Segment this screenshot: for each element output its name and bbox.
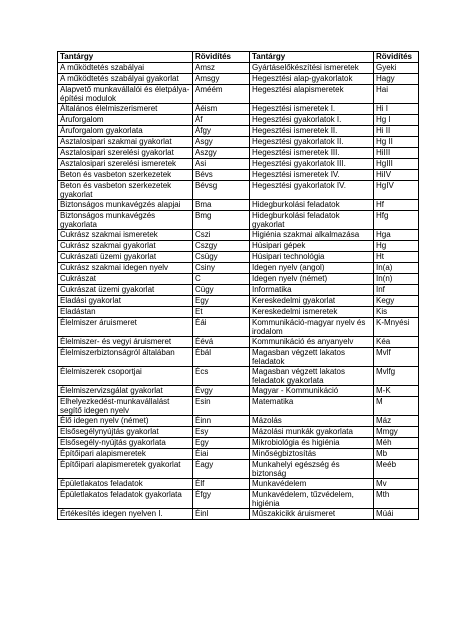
cell-abbrev-right: Hi I: [374, 104, 419, 115]
cell-abbrev-right: Mmgy: [374, 427, 419, 438]
cell-abbrev-right: Hai: [374, 85, 419, 104]
cell-subject-right: Hegesztési gyakorlatok I.: [250, 115, 374, 126]
cell-abbrev-right: Kis: [374, 307, 419, 318]
cell-abbrev-left: Asi: [193, 159, 250, 170]
cell-abbrev-right: Mv: [374, 479, 419, 490]
table-row: [58, 307, 419, 318]
table-row: [58, 296, 419, 307]
table-row: [58, 115, 419, 126]
cell-subject-left: Beton és vasbeton szerkezetek gyakorlat: [58, 181, 193, 200]
cell-abbrev-right: Mth: [374, 490, 419, 509]
header-abbrev-left: Rövidítés: [193, 52, 250, 63]
table-row: [58, 148, 419, 159]
cell-subject-left: Biztonságos munkavégzés alapjai: [58, 200, 193, 211]
table-row: [58, 63, 419, 74]
table-row: [58, 85, 419, 104]
table-row: [58, 318, 419, 337]
table-row: [58, 230, 419, 241]
cell-abbrev-left: Egy: [193, 296, 250, 307]
cell-abbrev-right: Hf: [374, 200, 419, 211]
cell-abbrev-left: Élf: [193, 479, 250, 490]
cell-subject-right: Idegen nyelv (angol): [250, 263, 374, 274]
cell-subject-right: Munkavédelem, tűzvédelem, higiénia: [250, 490, 374, 509]
cell-abbrev-left: Ébál: [193, 348, 250, 367]
cell-subject-right: Hegesztési gyakorlatok III.: [250, 159, 374, 170]
cell-abbrev-left: Éinl: [193, 509, 250, 520]
cell-abbrev-left: Éái: [193, 318, 250, 337]
cell-subject-left: Elsősegélynyújtás gyakorlat: [58, 427, 193, 438]
table-row: [58, 285, 419, 296]
table-row: [58, 460, 419, 479]
table-header-row: [58, 52, 419, 63]
cell-abbrev-left: Amsgy: [193, 74, 250, 85]
cell-abbrev-right: Méh: [374, 438, 419, 449]
cell-subject-right: Higiénia szakmai alkalmazása: [250, 230, 374, 241]
cell-abbrev-left: Évgy: [193, 386, 250, 397]
cell-abbrev-left: Aszgy: [193, 148, 250, 159]
cell-abbrev-left: Éinn: [193, 416, 250, 427]
cell-subject-left: Beton és vasbeton szerkezetek: [58, 170, 193, 181]
table-row: [58, 416, 419, 427]
cell-subject-right: Minőségbiztosítás: [250, 449, 374, 460]
table-row: [58, 263, 419, 274]
cell-subject-left: Általános élelmiszerismeret: [58, 104, 193, 115]
cell-subject-right: Magasban végzett lakatos feladatok: [250, 348, 374, 367]
cell-abbrev-right: Kéa: [374, 337, 419, 348]
cell-abbrev-right: Máz: [374, 416, 419, 427]
cell-subject-left: A működtetés szabályai gyakorlat: [58, 74, 193, 85]
cell-subject-left: Cukrászat üzemi gyakorlat: [58, 285, 193, 296]
cell-abbrev-left: Éfgy: [193, 490, 250, 509]
cell-abbrev-left: Et: [193, 307, 250, 318]
cell-abbrev-right: In(n): [374, 274, 419, 285]
cell-subject-right: Hegesztési ismeretek III.: [250, 148, 374, 159]
cell-subject-left: Élelmiszerbiztonságról általában: [58, 348, 193, 367]
cell-subject-left: Építőipari alapismeretek gyakorlat: [58, 460, 193, 479]
cell-abbrev-right: Hg II: [374, 137, 419, 148]
cell-subject-right: Mázolási munkák gyakorlata: [250, 427, 374, 438]
cell-subject-left: A működtetés szabályai: [58, 63, 193, 74]
table-row: [58, 438, 419, 449]
cell-abbrev-left: Bévsg: [193, 181, 250, 200]
cell-subject-right: Gyártáselőkészítési ismeretek: [250, 63, 374, 74]
table-row: [58, 427, 419, 438]
header-abbrev-right: Rövidítés: [374, 52, 419, 63]
table-row: [58, 367, 419, 386]
abbreviation-table: [57, 51, 419, 520]
cell-subject-right: Kereskedelmi ismeretek: [250, 307, 374, 318]
cell-abbrev-right: Hg I: [374, 115, 419, 126]
cell-subject-right: Idegen nyelv (német): [250, 274, 374, 285]
cell-subject-left: Elsősegély-nyújtás gyakorlata: [58, 438, 193, 449]
cell-abbrev-right: HiIV: [374, 170, 419, 181]
cell-abbrev-left: Éagy: [193, 460, 250, 479]
cell-subject-right: Munkahelyi egészség és biztonság: [250, 460, 374, 479]
table-row: [58, 348, 419, 367]
cell-abbrev-right: Hfg: [374, 211, 419, 230]
cell-subject-right: Hegesztési gyakorlatok II.: [250, 137, 374, 148]
cell-abbrev-right: Inf: [374, 285, 419, 296]
cell-subject-right: Hidegburkolási feladatok gyakorlat: [250, 211, 374, 230]
cell-subject-left: Elhelyezkedést-munkavállalást segítő idegen nyelv: [58, 397, 193, 416]
cell-subject-left: Asztalosipari szakmai gyakorlat: [58, 137, 193, 148]
cell-abbrev-right: Ht: [374, 252, 419, 263]
cell-subject-left: Eladási gyakorlat: [58, 296, 193, 307]
cell-subject-right: Kommunikáció és anyanyelv: [250, 337, 374, 348]
cell-subject-right: Munkavédelem: [250, 479, 374, 490]
cell-subject-left: Biztonságos munkavégzés gyakorlata: [58, 211, 193, 230]
cell-abbrev-left: Csiny: [193, 263, 250, 274]
cell-subject-left: Asztalosipari szerelési ismeretek: [58, 159, 193, 170]
cell-abbrev-right: Meéb: [374, 460, 419, 479]
table-row: [58, 274, 419, 285]
cell-abbrev-right: Hagy: [374, 74, 419, 85]
cell-subject-right: Magyar - Kommunikáció: [250, 386, 374, 397]
cell-subject-right: Informatika: [250, 285, 374, 296]
cell-abbrev-left: Cszgy: [193, 241, 250, 252]
table-row: [58, 241, 419, 252]
cell-subject-left: Eladástan: [58, 307, 193, 318]
cell-subject-right: Húsipari technológia: [250, 252, 374, 263]
cell-subject-right: Hegesztési ismeretek I.: [250, 104, 374, 115]
table-row: [58, 181, 419, 200]
cell-abbrev-right: M: [374, 397, 419, 416]
table-row: [58, 490, 419, 509]
cell-abbrev-right: HgIV: [374, 181, 419, 200]
table-row: [58, 211, 419, 230]
cell-subject-left: Cukrász szakmai idegen nyelv: [58, 263, 193, 274]
cell-subject-left: Élelmiszer áruismeret: [58, 318, 193, 337]
table-row: [58, 337, 419, 348]
cell-abbrev-left: Amsz: [193, 63, 250, 74]
table-row: [58, 74, 419, 85]
cell-abbrev-right: Múái: [374, 509, 419, 520]
table-row: [58, 137, 419, 148]
cell-abbrev-right: Mb: [374, 449, 419, 460]
cell-subject-left: Áruforgalom gyakorlata: [58, 126, 193, 137]
header-subject-left: Tantárgy: [58, 52, 193, 63]
cell-subject-left: Alapvető munkavállalói és életpálya-építési modulok: [58, 85, 193, 104]
cell-abbrev-right: M-K: [374, 386, 419, 397]
cell-abbrev-right: Hi II: [374, 126, 419, 137]
cell-abbrev-left: Éévá: [193, 337, 250, 348]
table-row: [58, 479, 419, 490]
cell-subject-left: Épületlakatos feladatok: [58, 479, 193, 490]
cell-abbrev-right: Gyeki: [374, 63, 419, 74]
cell-subject-right: Műszakicikk áruismeret: [250, 509, 374, 520]
cell-subject-left: Asztalosipari szerelési gyakorlat: [58, 148, 193, 159]
cell-subject-left: Építőipari alapismeretek: [58, 449, 193, 460]
cell-abbrev-left: Bma: [193, 200, 250, 211]
cell-subject-right: Hegesztési alapismeretek: [250, 85, 374, 104]
cell-abbrev-left: Áfgy: [193, 126, 250, 137]
cell-subject-left: Élelmiszerek csoportjai: [58, 367, 193, 386]
cell-subject-right: Kereskedelmi gyakorlat: [250, 296, 374, 307]
cell-abbrev-right: HiIII: [374, 148, 419, 159]
cell-subject-left: Élelmiszer- és vegyi áruismeret: [58, 337, 193, 348]
cell-abbrev-right: HgIII: [374, 159, 419, 170]
table-row: [58, 509, 419, 520]
cell-subject-right: Kommunikáció-magyar nyelv és irodalom: [250, 318, 374, 337]
cell-abbrev-right: Hg: [374, 241, 419, 252]
cell-abbrev-left: Áéism: [193, 104, 250, 115]
table-body: [58, 63, 419, 520]
table-row: [58, 252, 419, 263]
cell-abbrev-left: Egy: [193, 438, 250, 449]
cell-subject-right: Magasban végzett lakatos feladatok gyakorlata: [250, 367, 374, 386]
cell-subject-left: Cukrász szakmai ismeretek: [58, 230, 193, 241]
cell-subject-left: Cukrászat: [58, 274, 193, 285]
table-row: [58, 200, 419, 211]
table-row: [58, 449, 419, 460]
cell-subject-right: Hidegburkolási feladatok: [250, 200, 374, 211]
cell-subject-left: Értékesítés idegen nyelven I.: [58, 509, 193, 520]
cell-abbrev-left: Asgy: [193, 137, 250, 148]
table-row: [58, 170, 419, 181]
table-row: [58, 397, 419, 416]
cell-abbrev-left: Améém: [193, 85, 250, 104]
cell-abbrev-left: Bévs: [193, 170, 250, 181]
cell-subject-right: Matematika: [250, 397, 374, 416]
cell-subject-left: Áruforgalom: [58, 115, 193, 126]
cell-abbrev-left: Cügy: [193, 285, 250, 296]
cell-abbrev-right: Kegy: [374, 296, 419, 307]
cell-abbrev-right: K-Mnyési: [374, 318, 419, 337]
cell-subject-left: Cukrászati üzemi gyakorlat: [58, 252, 193, 263]
cell-abbrev-right: Hga: [374, 230, 419, 241]
cell-subject-right: Hegesztési ismeretek II.: [250, 126, 374, 137]
cell-subject-right: Mázolás: [250, 416, 374, 427]
cell-abbrev-left: Esin: [193, 397, 250, 416]
cell-abbrev-left: Esy: [193, 427, 250, 438]
cell-abbrev-left: Csügy: [193, 252, 250, 263]
cell-subject-left: Élő idegen nyelv (német): [58, 416, 193, 427]
cell-abbrev-right: Mvlf: [374, 348, 419, 367]
table-row: [58, 159, 419, 170]
cell-abbrev-right: Mvlfg: [374, 367, 419, 386]
cell-subject-right: Húsipari gépek: [250, 241, 374, 252]
cell-subject-right: Mikrobiológia és higiénia: [250, 438, 374, 449]
cell-abbrev-left: Cszi: [193, 230, 250, 241]
cell-subject-right: Hegesztési ismeretek IV.: [250, 170, 374, 181]
cell-abbrev-left: Bmg: [193, 211, 250, 230]
cell-subject-left: Épületlakatos feladatok gyakorlata: [58, 490, 193, 509]
header-subject-right: Tantárgy: [250, 52, 374, 63]
table-row: [58, 104, 419, 115]
cell-abbrev-left: Écs: [193, 367, 250, 386]
cell-subject-left: Cukrász szakmai gyakorlat: [58, 241, 193, 252]
table-row: [58, 386, 419, 397]
cell-abbrev-left: C: [193, 274, 250, 285]
cell-abbrev-left: Éiai: [193, 449, 250, 460]
cell-subject-right: Hegesztési alap-gyakorlatok: [250, 74, 374, 85]
table-row: [58, 126, 419, 137]
cell-abbrev-right: In(a): [374, 263, 419, 274]
cell-subject-right: Hegesztési gyakorlatok IV.: [250, 181, 374, 200]
cell-abbrev-left: Áf: [193, 115, 250, 126]
cell-subject-left: Élelmiszervizsgálat gyakorlat: [58, 386, 193, 397]
